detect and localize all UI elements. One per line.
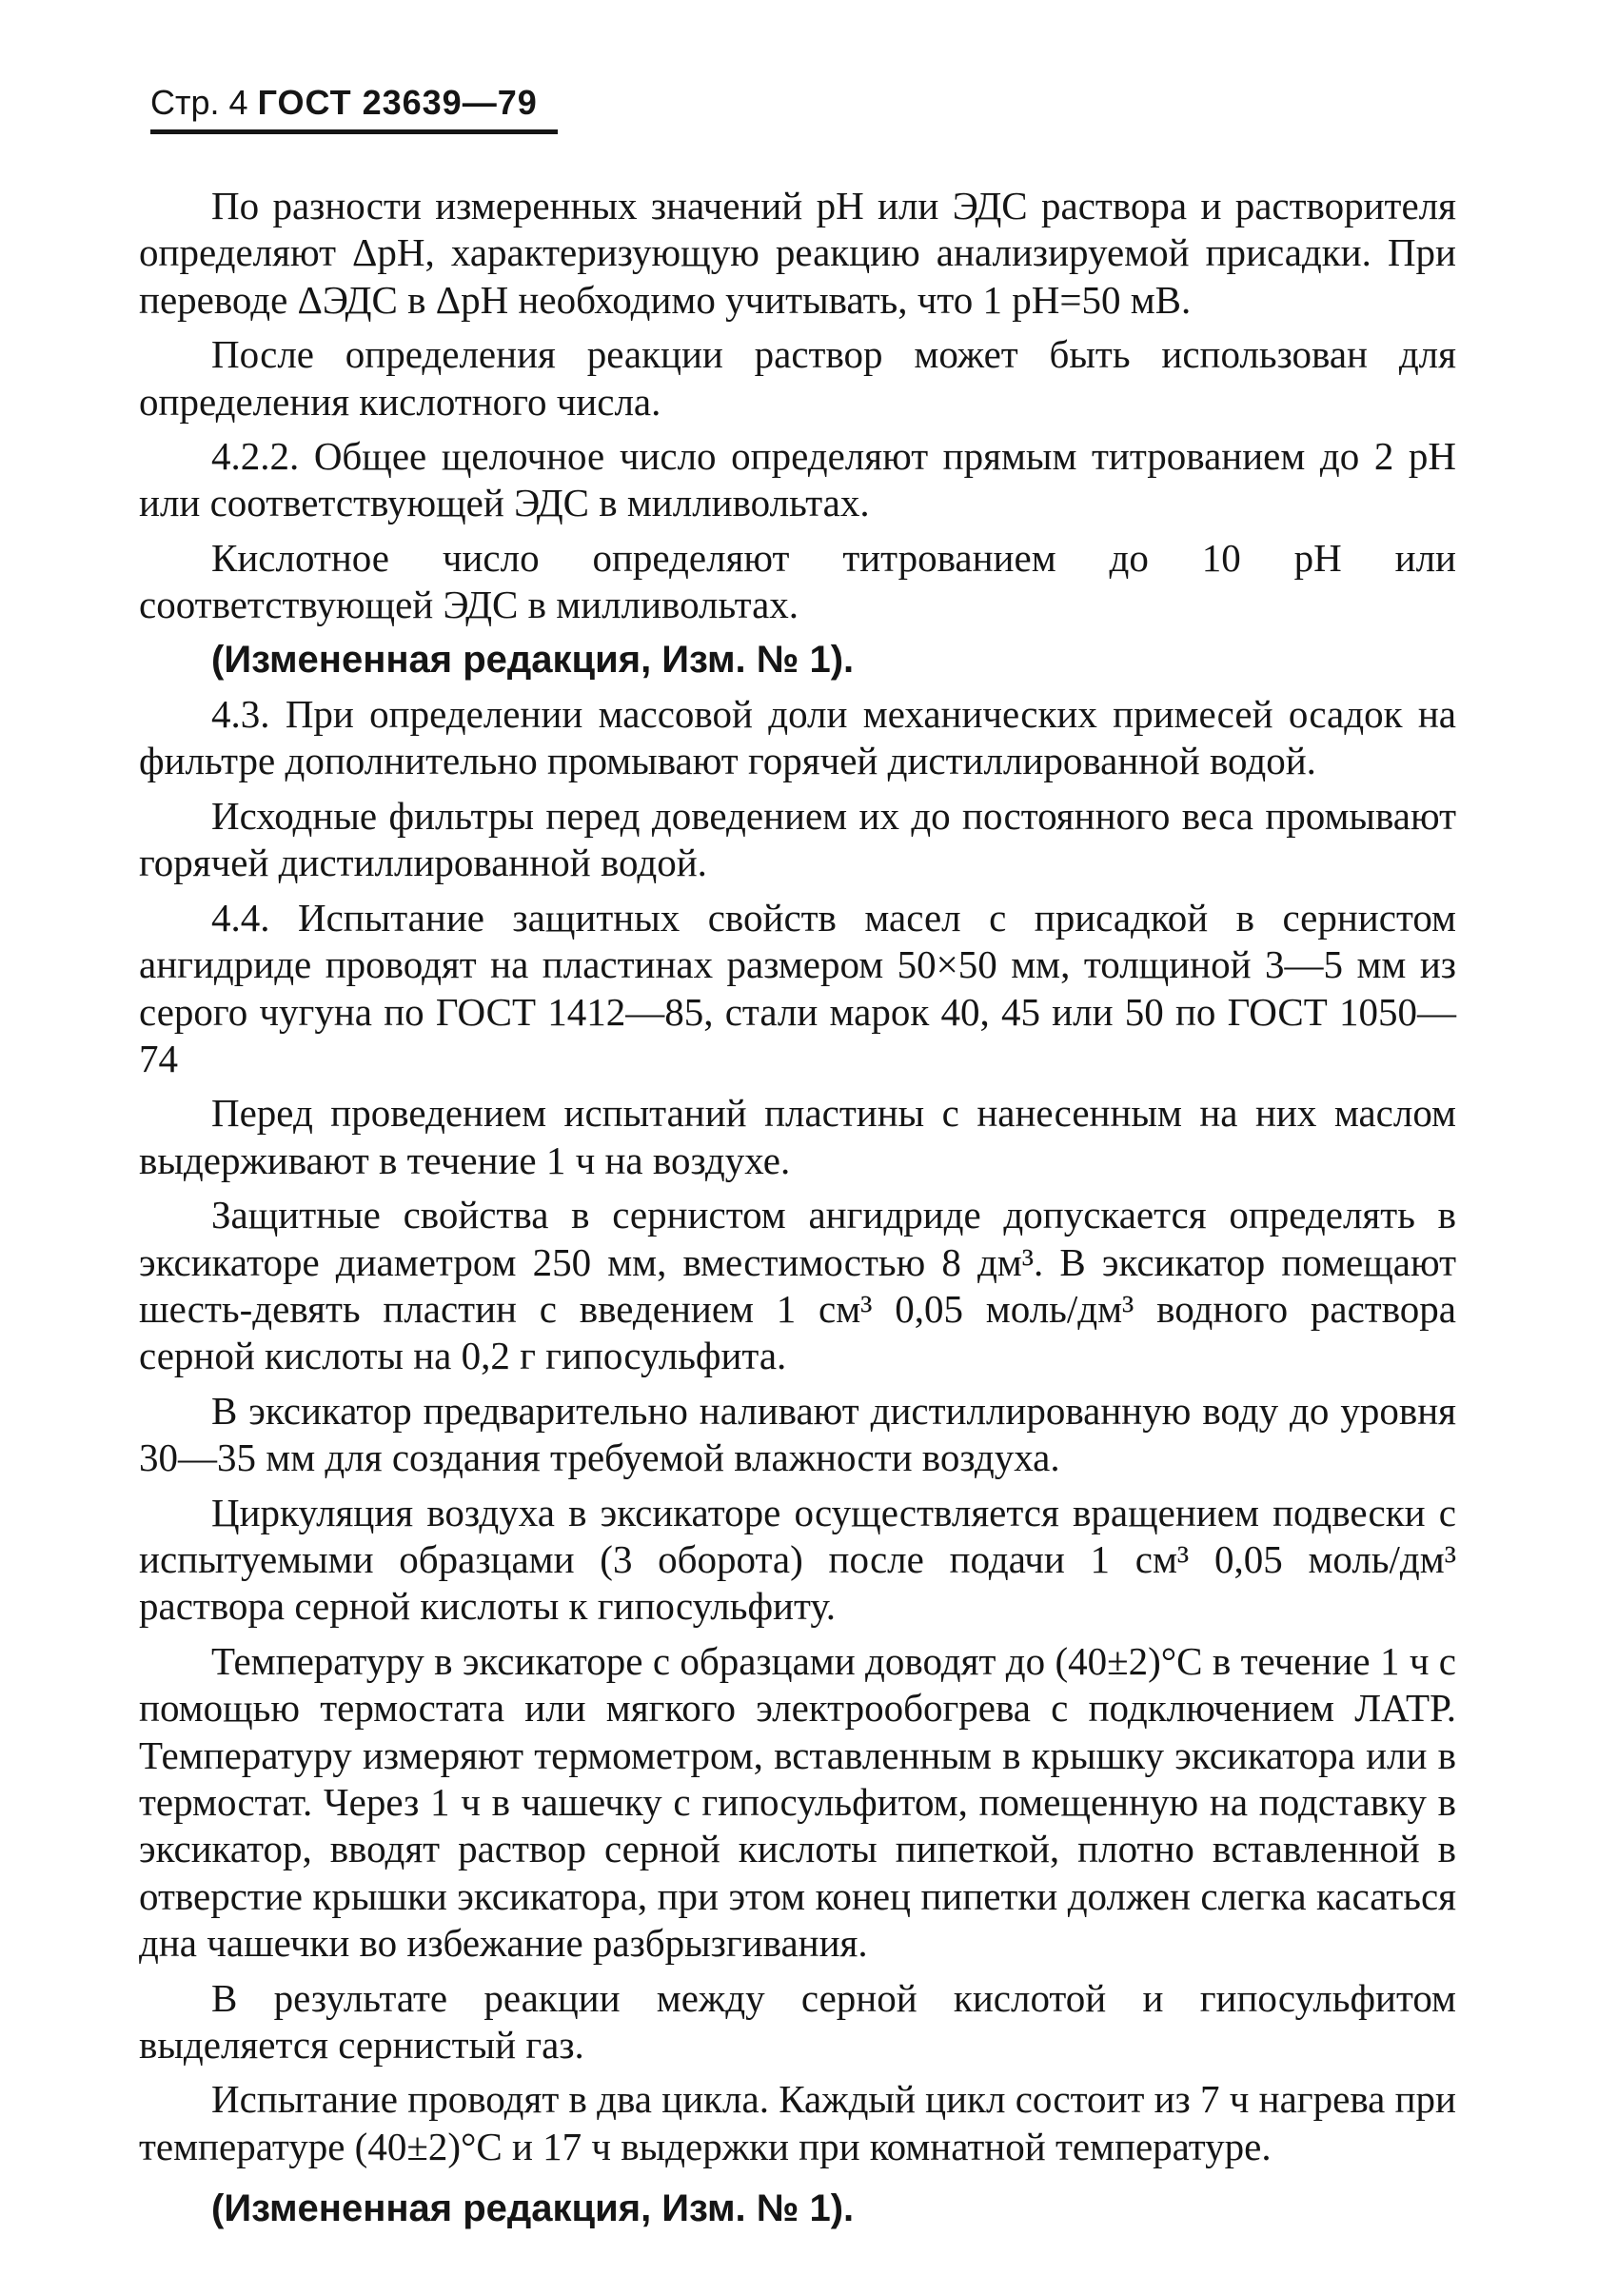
paragraph: Кислотное число определяют титрованием до 10 pH или соответствующей ЭДС в милливольтах.	[139, 535, 1456, 627]
amendment-note: (Измененная редакция, Изм. № 1).	[211, 2187, 855, 2230]
paragraph: После определения реакции раствор может быть использован для определения кислотного числа.	[139, 332, 1456, 424]
paragraph: В результате реакции между серной кислотой и гипосульфитом выделяется сернистый газ.	[139, 1975, 1456, 2068]
paragraph: Исходные фильтры перед доведением их до постоянного веса промывают горячей дистиллированной водой.	[139, 793, 1456, 885]
paragraph: В эксикатор предварительно наливают дистиллированную воду до уровня 30—35 мм для создания требуемой влажности воздуха.	[139, 1388, 1456, 1480]
paragraph: По разности измеренных значений pH или ЭДС раствора и растворителя определяют ΔpH, характеризующую реакцию анализируемой присадки. При переводе ΔЭДС в ΔpH необходимо учитывать, что 1 pH=50 мВ.	[139, 184, 1456, 322]
paragraph: Защитные свойства в сернистом ангидриде допускается определять в эксикаторе диаметром 250 мм, вместимостью 8 дм³. В эксикатор помещают шесть-девять пластин с введением 1 см³ 0,05 моль/дм³ водного раствора серной кислоты на 0,2 г гипосульфита.	[139, 1193, 1456, 1378]
paragraph: 4.3. При определении массовой доли механических примесей осадок на фильтре дополнительно промывают горячей дистиллированной водой.	[139, 692, 1456, 783]
paragraph: 4.2.2. Общее щелочное число определяют прямым титрованием до 2 pH или соответствующей ЭДС в милливольтах.	[139, 434, 1456, 525]
paragraph: Испытание проводят в два цикла. Каждый цикл состоит из 7 ч нагрева при температуре (40±2)°С и 17 ч выдержки при комнатной температуре.	[139, 2077, 1456, 2168]
standard-designation: ГОСТ 23639—79	[257, 83, 538, 122]
paragraph: Перед проведением испытаний пластины с нанесенным на них маслом выдерживают в течение 1 ч на воздухе.	[139, 1091, 1456, 1182]
header-rule	[150, 129, 558, 134]
paragraph: 4.4. Испытание защитных свойств масел с присадкой в сернистом ангидриде проводят на пластинах размером 50×50 мм, толщиной 3—5 мм из серого чугуна по ГОСТ 1412—85, стали марок 40, 45 или 50 по ГОСТ 1050—74	[139, 895, 1456, 1080]
page-label: Стр. 4	[150, 83, 248, 122]
paragraph: Температуру в эксикаторе с образцами доводят до (40±2)°С в течение 1 ч с помощью термостата или мягкого электрообогрева с подключением ЛАТР. Температуру измеряют термометром, вставленным в крышку эксикатора или в термостат. Через 1 ч в чашечку с гипосульфитом, помещенную на подставку в эксикатор, вводят раствор серной кислоты пипеткой, плотно вставленной в отверстие крышки эксикатора, при этом конец пипетки должен слегка касаться дна чашечки во избежание разбрызгивания.	[139, 1638, 1456, 1966]
running-header	[150, 82, 538, 124]
amendment-note: (Измененная редакция, Изм. № 1).	[211, 638, 855, 681]
body-text	[139, 183, 1456, 2241]
paragraph: Циркуляция воздуха в эксикаторе осуществляется вращением подвески с испытуемыми образцами (3 оборота) после подачи 1 см³ 0,05 моль/дм³ раствора серной кислоты к гипосульфиту.	[139, 1490, 1456, 1629]
